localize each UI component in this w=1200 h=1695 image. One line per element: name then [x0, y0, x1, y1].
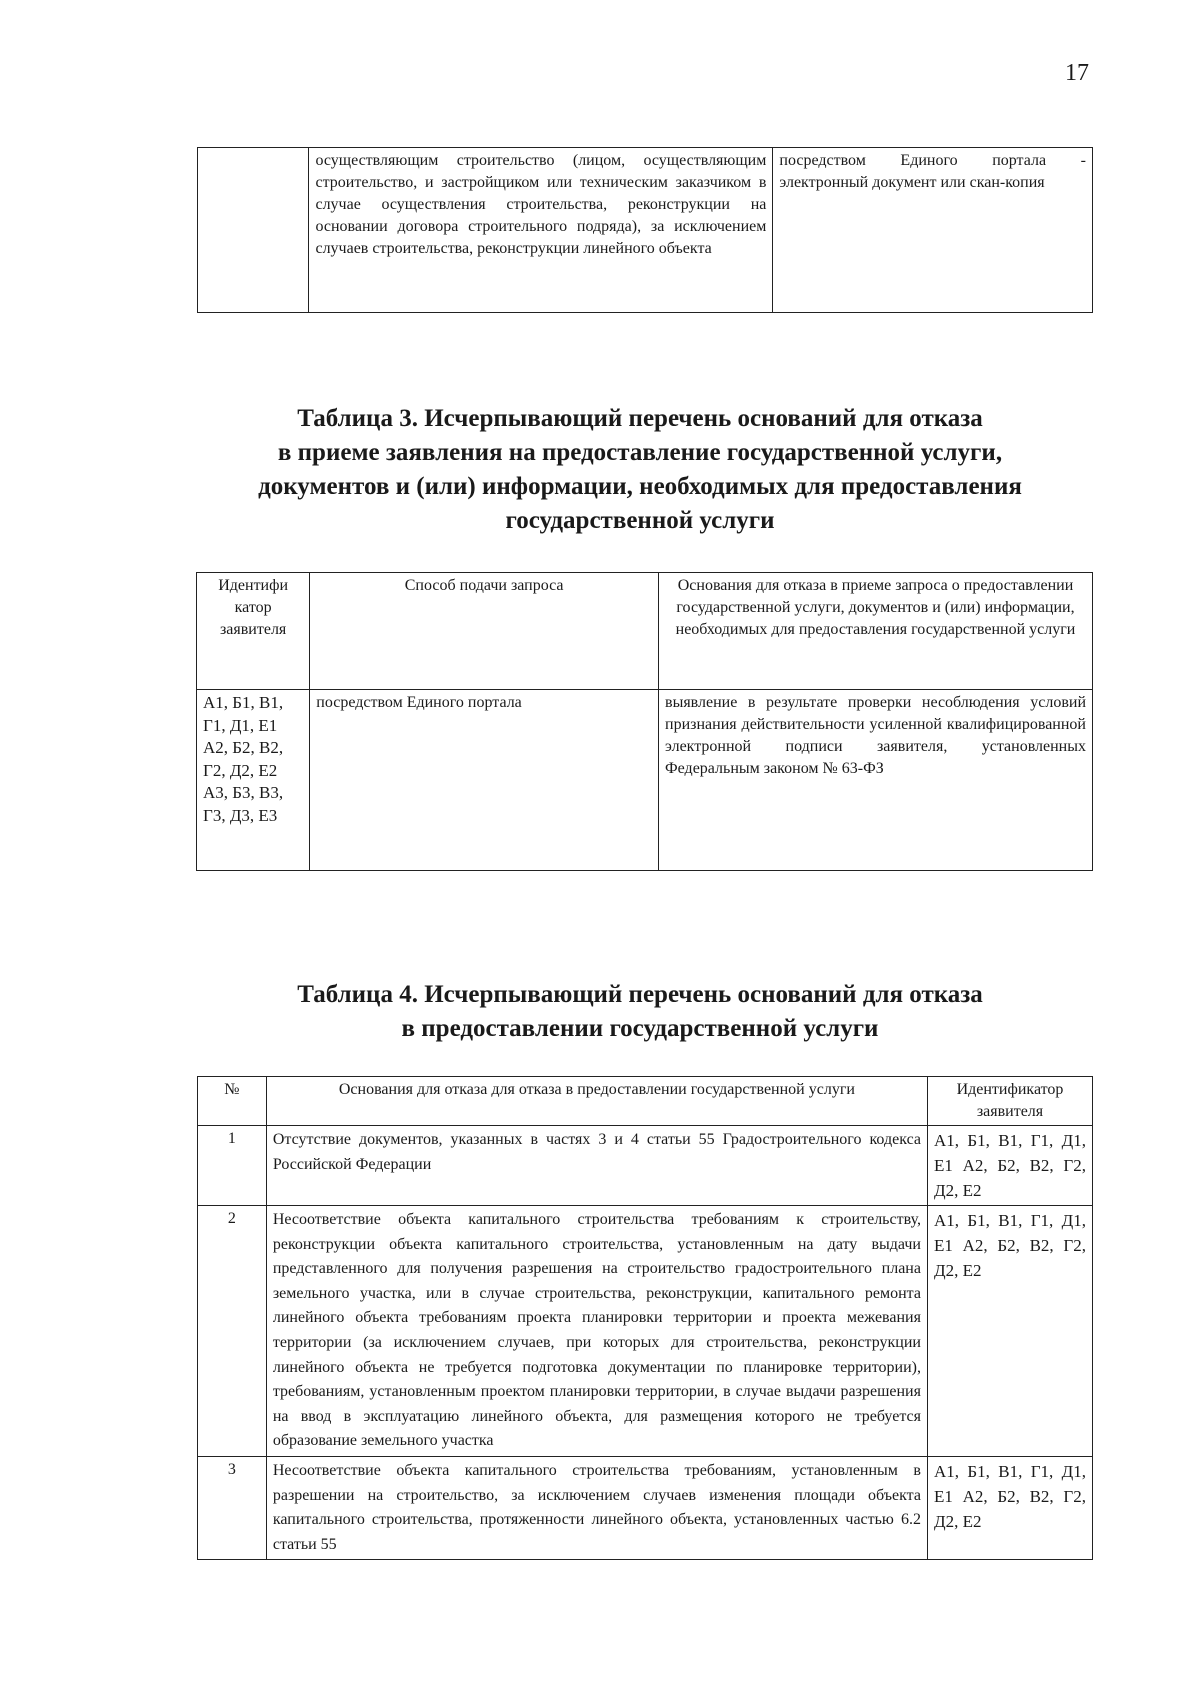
- table-header-row: [198, 1077, 1093, 1126]
- continuation-middle-cell: осуществляющим строительство (лицом, осуществляющим строительство, и застройщиком или техническим заказчиком в случае осуществления строительства, реконструкции на основании договора строительного подряда), за исключением случаев строительства, реконструкции линейного объекта: [309, 148, 773, 313]
- table4: [197, 1076, 1093, 1560]
- table4-cell-identifiers: А1, Б1, В1, Г1, Д1, Е1 А2, Б2, В2, Г2, Д2, Е2: [927, 1206, 1092, 1457]
- table4-cell-identifiers: А1, Б1, В1, Г1, Д1, Е1 А2, Б2, В2, Г2, Д2, Е2: [927, 1456, 1092, 1559]
- table4-title-line: Таблица 4. Исчерпывающий перечень оснований для отказа: [297, 981, 983, 1008]
- table3-header-identifier: Идентифи катор заявителя: [197, 573, 310, 690]
- table3-title: [150, 402, 1130, 538]
- table-row: [198, 1126, 1093, 1206]
- continuation-table: [197, 147, 1093, 313]
- table-row: [198, 1206, 1093, 1457]
- table4-cell-reason: Отсутствие документов, указанных в частях 3 и 4 статьи 55 Градостроительного кодекса Российской Федерации: [266, 1126, 927, 1206]
- table3-header-method: Способ подачи запроса: [310, 573, 659, 690]
- table4-header-reason: Основания для отказа для отказа в предоставлении государственной услуги: [266, 1077, 927, 1126]
- table-header-row: [197, 573, 1093, 690]
- table3-cell-reason: выявление в результате проверки несоблюдения условий признания действительности усиленной квалифицированной электронной подписи заявителя, установленных Федеральным законом № 63-ФЗ: [659, 690, 1093, 871]
- table3-cell-identifiers: А1, Б1, В1, Г1, Д1, Е1 А2, Б2, В2, Г2, Д2, Е2 А3, Б3, В3, Г3, Д3, Е3: [197, 690, 310, 871]
- table4-cell-identifiers: А1, Б1, В1, Г1, Д1, Е1 А2, Б2, В2, Г2, Д2, Е2: [927, 1126, 1092, 1206]
- table4-title: [150, 978, 1130, 1046]
- table4-header-number: №: [198, 1077, 267, 1126]
- table3-cell-method: посредством Единого портала: [310, 690, 659, 871]
- table3-title-line: государственной услуги: [505, 507, 775, 534]
- table-row: [197, 690, 1093, 871]
- table3-title-line: в приеме заявления на предоставление государственной услуги,: [277, 439, 1003, 466]
- table4-cell-number: 1: [198, 1126, 267, 1206]
- table3-title-line: документов и (или) информации, необходимых для предоставления: [258, 473, 1022, 500]
- table-row: [198, 148, 1093, 313]
- table4-cell-reason: Несоответствие объекта капитального строительства требованиям к строительству, реконструкции объекта капитального строительства, установленным на дату выдачи представленного для получения разрешения на строительство градостроительного плана земельного участка, или в случае строительства, реконструкции, капитального ремонта линейного объекта требованиям проекта планировки территории и проекта межевания территории (за исключением случаев, при которых для строительства, реконструкции линейного объекта не требуется подготовка документации по планировке территории), требованиям, установленным проектом планировки территории, в случае выдачи разрешения на ввод в эксплуатацию линейного объекта, для размещения которого не требуется образование земельного участка: [266, 1206, 927, 1457]
- continuation-left-cell: [198, 148, 309, 313]
- table3: [196, 572, 1093, 871]
- page-number: 17: [1065, 60, 1089, 86]
- continuation-right-cell: посредством Единого портала - электронный документ или скан-копия: [773, 148, 1093, 313]
- table4-cell-number: 2: [198, 1206, 267, 1457]
- table-row: [198, 1456, 1093, 1559]
- table4-title-line: в предоставлении государственной услуги: [401, 1015, 879, 1042]
- table3-title-line: Таблица 3. Исчерпывающий перечень оснований для отказа: [297, 405, 983, 432]
- table4-header-identifier: Идентификатор заявителя: [927, 1077, 1092, 1126]
- table4-cell-number: 3: [198, 1456, 267, 1559]
- table4-cell-reason: Несоответствие объекта капитального строительства требованиям, установленным в разрешении на строительство, за исключением случаев изменения площади объекта капитального строительства, протяженности линейного объекта, установленных частью 6.2 статьи 55: [266, 1456, 927, 1559]
- table3-header-reason: Основания для отказа в приеме запроса о предоставлении государственной услуги, документов и (или) информации, необходимых для предоставления государственной услуги: [659, 573, 1093, 690]
